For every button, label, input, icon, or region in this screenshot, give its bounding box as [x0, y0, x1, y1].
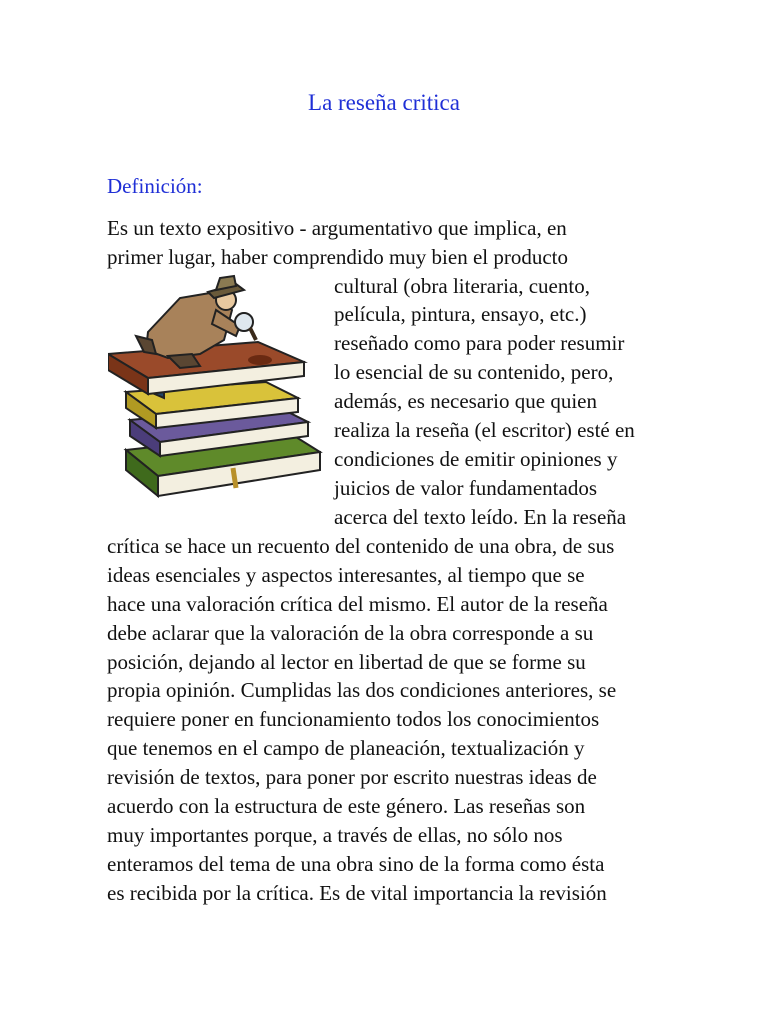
body-line: condiciones de emitir opiniones y — [334, 447, 618, 471]
body-line: película, pintura, ensayo, etc.) — [334, 302, 587, 326]
body-line: realiza la reseña (el escritor) esté en — [334, 418, 635, 442]
page-title: La reseña critica — [308, 90, 460, 115]
body-line: revisión de textos, para poner por escrito nuestras ideas de — [107, 765, 597, 789]
body-line: que tenemos en el campo de planeación, textualización y — [107, 736, 585, 760]
body-line: acuerdo con la estructura de este género. Las reseñas son — [107, 794, 586, 818]
body-line: cultural (obra literaria, cuento, — [334, 274, 590, 298]
detective-on-books-icon — [108, 270, 328, 505]
body-line: acerca del texto leído. En la reseña — [334, 505, 627, 529]
body-line: hace una valoración crítica del mismo. El autor de la reseña — [107, 592, 608, 616]
body-line: posición, dejando al lector en libertad de que se forme su — [107, 650, 586, 674]
body-line: ideas esenciales y aspectos interesantes, al tiempo que se — [107, 563, 585, 587]
body-line: crítica se hace un recuento del contenido de una obra, de sus — [107, 534, 615, 558]
body-line: requiere poner en funcionamiento todos los conocimientos — [107, 707, 600, 731]
body-line: Es un texto expositivo - argumentativo que implica, en — [107, 216, 567, 240]
section-heading: Definición: — [107, 174, 203, 198]
body-line: lo esencial de su contenido, pero, — [334, 360, 614, 384]
body-line: debe aclarar que la valoración de la obra corresponde a su — [107, 621, 594, 645]
body-line: es recibida por la crítica. Es de vital importancia la revisión — [107, 881, 607, 905]
body-line: juicios de valor fundamentados — [334, 476, 598, 500]
body-line: reseñado como para poder resumir — [334, 331, 625, 355]
body-line: además, es necesario que quien — [334, 389, 597, 413]
body-line: propia opinión. Cumplidas las dos condiciones anteriores, se — [107, 678, 617, 702]
body-line: enteramos del tema de una obra sino de la forma como ésta — [107, 852, 605, 876]
body-line: primer lugar, haber comprendido muy bien el producto — [107, 245, 569, 269]
body-line: muy importantes porque, a través de ellas, no sólo nos — [107, 823, 563, 847]
